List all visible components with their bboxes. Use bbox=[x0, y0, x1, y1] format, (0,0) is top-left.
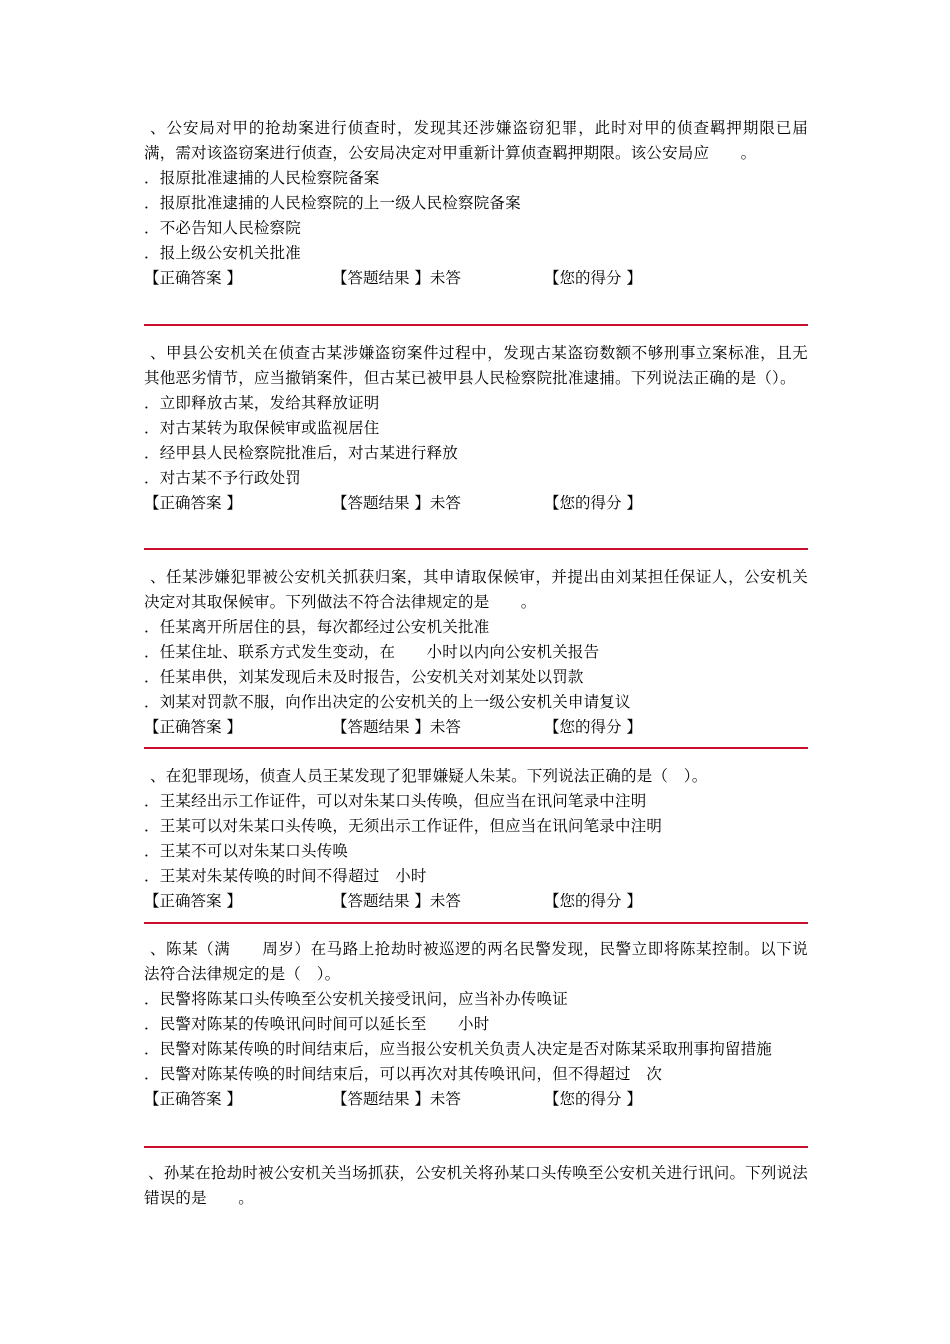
option-b: ．对古某转为取保候审或监视居住 bbox=[144, 419, 380, 437]
option-b: ．民警对陈某的传唤讯问时间可以延长至 小时 bbox=[144, 1015, 490, 1033]
question-stem: 、陈某（满 周岁）在马路上抢劫时被巡逻的两名民警发现，民警立即将陈某控制。以下说法符合法律规定的是（ ）。 bbox=[144, 940, 808, 983]
result-row bbox=[144, 1087, 808, 1112]
question-6 bbox=[144, 1161, 808, 1211]
question-stem: 、任某涉嫌犯罪被公安机关抓获归案，其申请取保候审，并提出由刘某担任保证人，公安机关决定对其取保候审。下列做法不符合法律规定的是 。 bbox=[144, 568, 808, 611]
option-a: ．任某离开所居住的县，每次都经过公安机关批准 bbox=[144, 618, 490, 636]
correct-answer-label: 【正确答案 】 bbox=[144, 718, 242, 736]
answer-result-label: 【答题结果 】未答 bbox=[332, 892, 461, 910]
option-c: ．任某串供，刘某发现后未及时报告，公安机关对刘某处以罚款 bbox=[144, 668, 584, 686]
option-a: ．王某经出示工作证件，可以对朱某口头传唤，但应当在讯问笔录中注明 bbox=[144, 792, 647, 810]
question-2 bbox=[144, 341, 808, 516]
option-c: ．民警对陈某传唤的时间结束后，应当报公安机关负责人决定是否对陈某采取刑事拘留措施 bbox=[144, 1040, 773, 1058]
your-score-label: 【您的得分 】 bbox=[544, 269, 642, 287]
option-d: ．王某对朱某传唤的时间不得超过 小时 bbox=[144, 867, 427, 885]
correct-answer-label: 【正确答案 】 bbox=[144, 892, 242, 910]
divider bbox=[144, 1146, 808, 1148]
option-c: ．经甲县人民检察院批准后，对古某进行释放 bbox=[144, 444, 459, 462]
divider bbox=[144, 922, 808, 924]
your-score-label: 【您的得分 】 bbox=[544, 1090, 642, 1108]
option-b: ．任某住址、联系方式发生变动，在 小时以内向公安机关报告 bbox=[144, 643, 600, 661]
answer-result-label: 【答题结果 】未答 bbox=[332, 494, 461, 512]
question-3 bbox=[144, 565, 808, 740]
divider bbox=[144, 548, 808, 550]
answer-result-label: 【答题结果 】未答 bbox=[332, 1090, 461, 1108]
result-row bbox=[144, 715, 808, 740]
your-score-label: 【您的得分 】 bbox=[544, 892, 642, 910]
result-row bbox=[144, 491, 808, 516]
correct-answer-label: 【正确答案 】 bbox=[144, 494, 242, 512]
your-score-label: 【您的得分 】 bbox=[544, 494, 642, 512]
question-stem: 、孙某在抢劫时被公安机关当场抓获，公安机关将孙某口头传唤至公安机关进行讯问。下列说法错误的是 。 bbox=[144, 1164, 808, 1207]
question-1 bbox=[144, 116, 808, 291]
correct-answer-label: 【正确答案 】 bbox=[144, 269, 242, 287]
option-d: ．报上级公安机关批准 bbox=[144, 244, 302, 262]
result-row bbox=[144, 889, 808, 914]
option-d: ．对古某不予行政处罚 bbox=[144, 469, 302, 487]
option-c: ．王某不可以对朱某口头传唤 bbox=[144, 842, 349, 860]
your-score-label: 【您的得分 】 bbox=[544, 718, 642, 736]
question-stem: 、公安局对甲的抢劫案进行侦查时，发现其还涉嫌盗窃犯罪，此时对甲的侦查羁押期限已届满，需对该盗窃案进行侦查，公安局决定对甲重新计算侦查羁押期限。该公安局应 。 bbox=[144, 119, 808, 162]
correct-answer-label: 【正确答案 】 bbox=[144, 1090, 242, 1108]
option-b: ．王某可以对朱某口头传唤，无须出示工作证件，但应当在讯问笔录中注明 bbox=[144, 817, 663, 835]
option-a: ．民警将陈某口头传唤至公安机关接受讯问，应当补办传唤证 bbox=[144, 990, 568, 1008]
answer-result-label: 【答题结果 】未答 bbox=[332, 718, 461, 736]
divider bbox=[144, 747, 808, 749]
option-c: ．不必告知人民检察院 bbox=[144, 219, 302, 237]
option-d: ．刘某对罚款不服，向作出决定的公安机关的上一级公安机关申请复议 bbox=[144, 693, 631, 711]
result-row bbox=[144, 266, 808, 291]
question-stem: 、甲县公安机关在侦查古某涉嫌盗窃案件过程中，发现古某盗窃数额不够刑事立案标准，且无其他恶劣情节，应当撤销案件，但古某已被甲县人民检察院批准逮捕。下列说法正确的是（）。 bbox=[144, 344, 808, 387]
question-stem: 、在犯罪现场，侦查人员王某发现了犯罪嫌疑人朱某。下列说法正确的是（ ）。 bbox=[150, 767, 708, 785]
option-a: ．立即释放古某，发给其释放证明 bbox=[144, 394, 380, 412]
question-4 bbox=[144, 764, 808, 914]
option-b: ．报原批准逮捕的人民检察院的上一级人民检察院备案 bbox=[144, 194, 521, 212]
option-d: ．民警对陈某传唤的时间结束后，可以再次对其传唤讯问，但不得超过 次 bbox=[144, 1065, 663, 1083]
answer-result-label: 【答题结果 】未答 bbox=[332, 269, 461, 287]
divider bbox=[144, 324, 808, 326]
question-5 bbox=[144, 937, 808, 1112]
option-a: ．报原批准逮捕的人民检察院备案 bbox=[144, 169, 380, 187]
